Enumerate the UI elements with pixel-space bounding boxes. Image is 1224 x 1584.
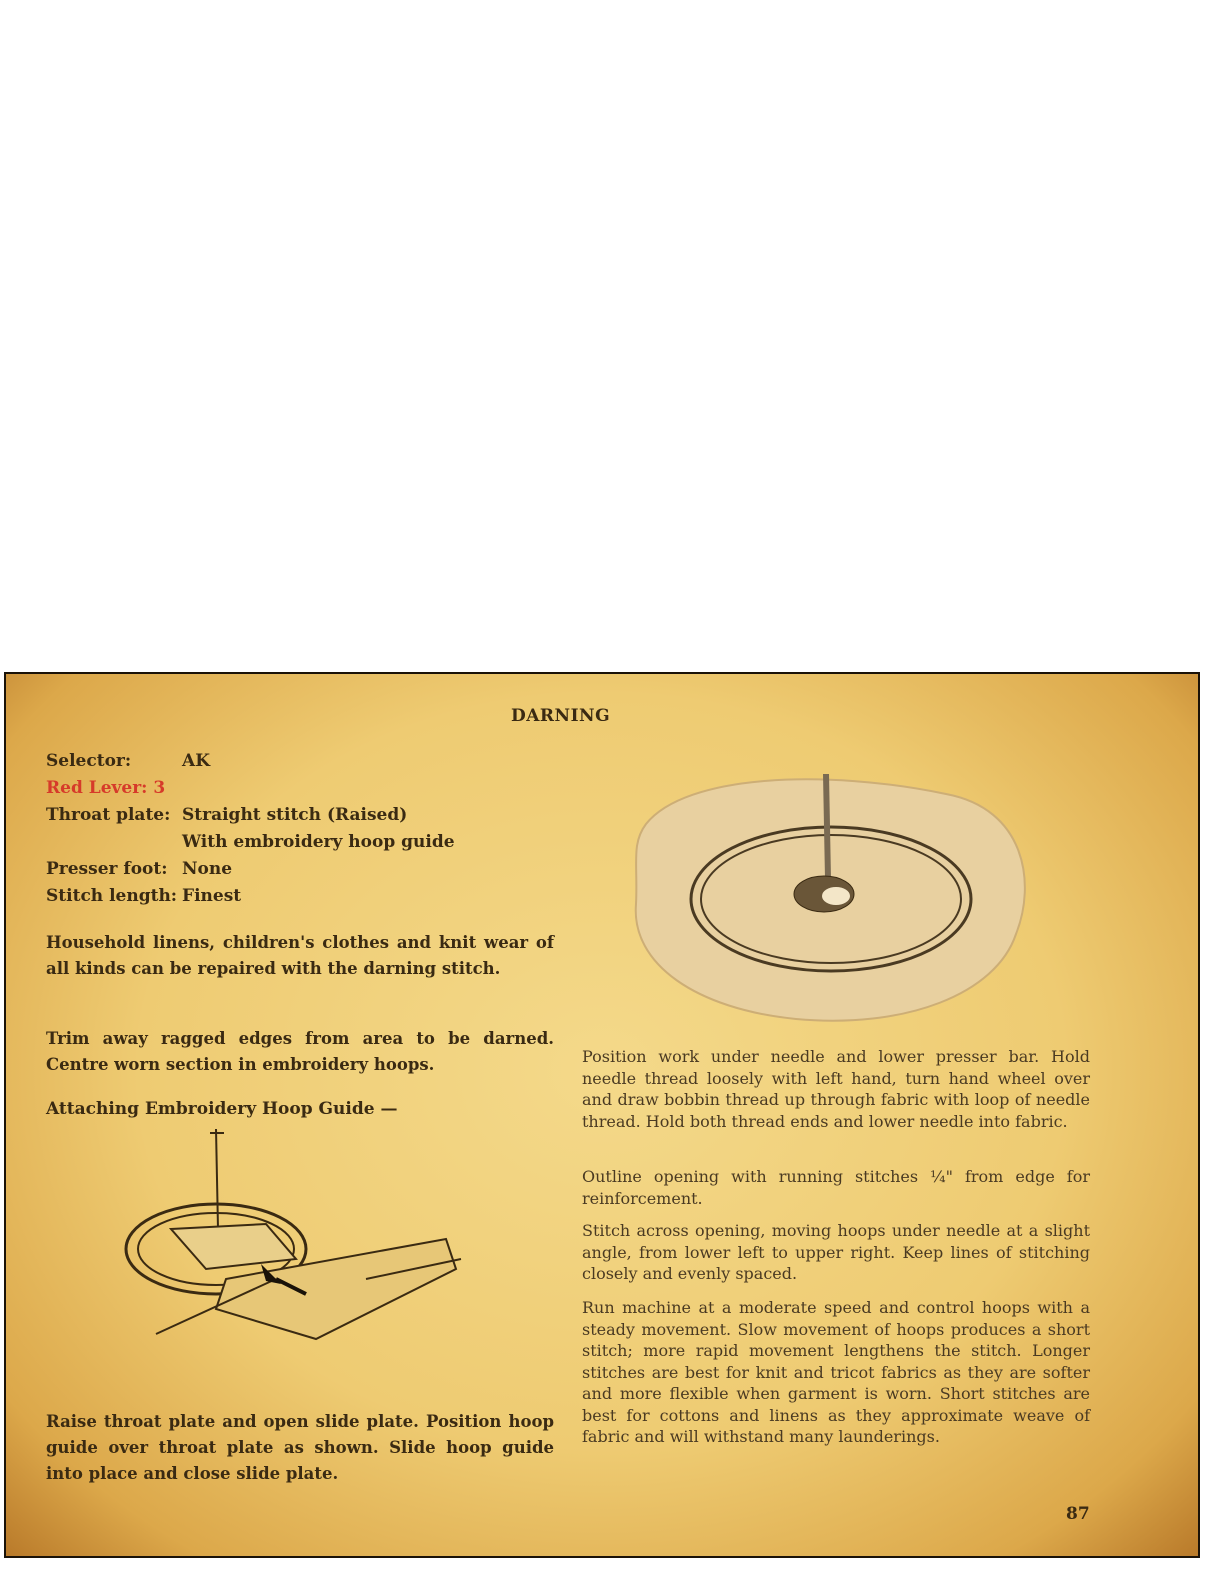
spec-label: Stitch length: <box>46 886 178 906</box>
spec-throat-plate-line2 <box>46 829 455 856</box>
darning-hoop-illustration <box>626 764 1036 1034</box>
run-machine-paragraph: Run machine at a moderate speed and control hoops with a steady movement. Slow movement of hoops produces a short stitch; more rapid movement lengthens the stitch. Longer stitches are best for knit and tricot fabrics as they are softer and more flexible when garment is worn. Short stitches are best for cottons and linens as they approximate weave of fabric and will withstand many launderings. <box>582 1298 1090 1446</box>
spec-value: Straight stitch (Raised) <box>182 805 408 825</box>
stitch-across-paragraph: Stitch across opening, moving hoops under needle at a slight angle, from lower left to upper right. Keep lines of stitching closely and evenly spaced. <box>582 1221 1090 1283</box>
spec-label: Red Lever: <box>46 778 148 798</box>
outline-paragraph: Outline opening with running stitches ¼" from edge for reinforcement. <box>582 1167 1090 1208</box>
spec-presser-foot <box>46 856 455 883</box>
spec-value: None <box>182 859 233 879</box>
spec-value: 3 <box>153 778 166 798</box>
spec-label: Throat plate: <box>46 805 171 825</box>
hoop-guide-caption: Raise throat plate and open slide plate. Position hoop guide over throat plate as shown. Slide hoop guide into place and close slide plate. <box>46 1412 554 1483</box>
page-title: DARNING <box>511 706 611 726</box>
trim-paragraph: Trim away ragged edges from area to be darned. Centre worn section in embroidery hoops. <box>46 1029 554 1074</box>
spec-value: Finest <box>182 886 242 906</box>
spec-label: Selector: <box>46 751 132 771</box>
settings-list <box>46 748 455 910</box>
intro-paragraph: Household linens, children's clothes and knit wear of all kinds can be repaired with the darning stitch. <box>46 933 554 978</box>
section-heading: Attaching Embroidery Hoop Guide — <box>46 1099 398 1119</box>
spec-value: With embroidery hoop guide <box>182 832 455 852</box>
hoop-guide-illustration <box>116 1119 476 1369</box>
manual-page-photo <box>4 672 1200 1558</box>
spec-red-lever <box>46 775 455 802</box>
spec-selector <box>46 748 455 775</box>
spec-value: AK <box>182 751 210 771</box>
spec-label: Presser foot: <box>46 859 168 879</box>
position-work-paragraph: Position work under needle and lower presser bar. Hold needle thread loosely with left hand, turn hand wheel over and draw bobbin thread up through fabric with loop of needle thread. Hold both thread ends and lower needle into fabric. <box>582 1047 1090 1131</box>
spec-stitch-length <box>46 883 455 910</box>
page-number: 87 <box>1066 1504 1090 1524</box>
spec-throat-plate <box>46 802 455 829</box>
